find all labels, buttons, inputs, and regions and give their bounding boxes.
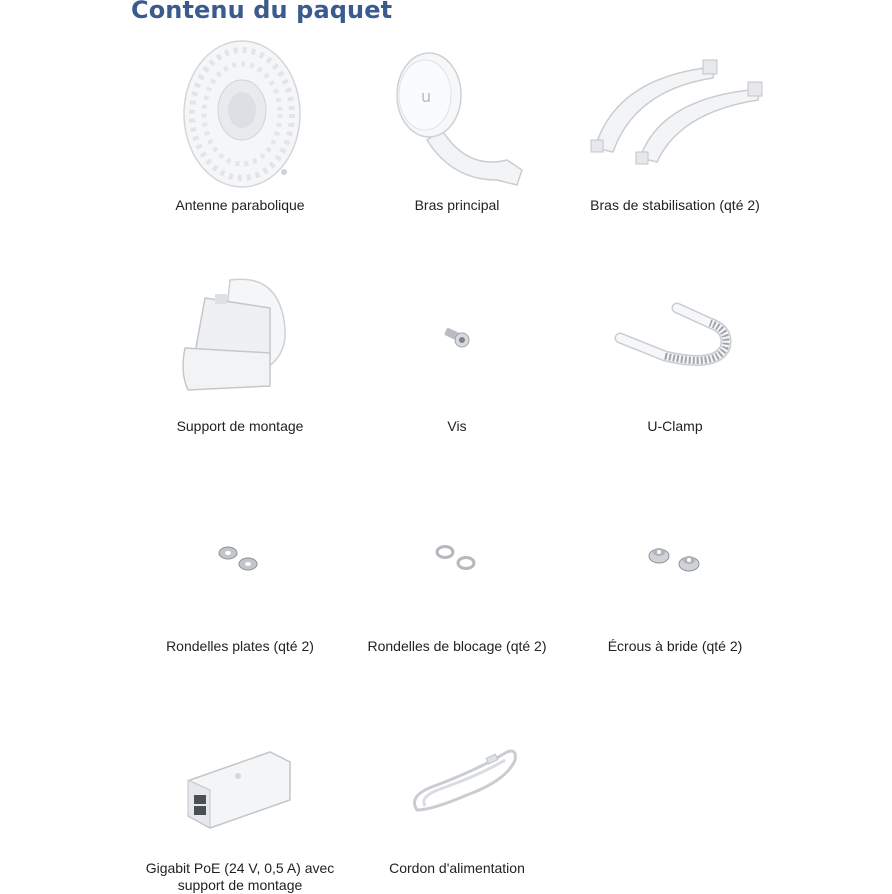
mount-bracket-image: [130, 268, 350, 408]
lock-washers-image: [347, 520, 567, 590]
item-dish: [130, 40, 350, 220]
item-label: Bras de stabilisation (qté 2): [590, 197, 760, 213]
u-clamp-image: [565, 268, 785, 408]
item-label: Support de montage: [176, 418, 304, 434]
item-flat-washers: [130, 520, 350, 670]
item-flange-nuts: [565, 520, 785, 670]
item-label: Rondelles plates (qté 2): [166, 638, 314, 654]
power-cord-image: [347, 740, 567, 830]
poe-adapter-image: [130, 740, 350, 830]
item-lock-washers: [347, 520, 567, 670]
dish-antenna-image: [130, 40, 350, 190]
item-label: Bras principal: [414, 197, 500, 213]
item-screw: [347, 268, 567, 448]
item-mount-bracket: [130, 268, 350, 448]
flange-nuts-image: [565, 520, 785, 590]
item-main-arm: [347, 40, 567, 220]
stabilizer-arms-image: [565, 40, 785, 190]
flat-washers-image: [130, 520, 350, 590]
item-label: Cordon d'alimentation: [389, 860, 525, 876]
svg-text:u: u: [421, 87, 432, 106]
screw-image: [347, 268, 567, 408]
item-label: Gigabit PoE (24 V, 0,5 A) avec support de montage: [145, 860, 335, 893]
item-label: Antenne parabolique: [175, 197, 305, 213]
main-arm-image: [347, 40, 567, 190]
item-label: Rondelles de blocage (qté 2): [367, 638, 547, 654]
item-poe-adapter: [130, 740, 350, 892]
item-label: Écrous à bride (qté 2): [607, 638, 743, 654]
item-stabilizer-arms: [565, 40, 785, 220]
item-label: Vis: [447, 418, 467, 434]
item-label: U-Clamp: [647, 418, 703, 434]
page-title: Contenu du paquet: [131, 0, 393, 24]
item-u-clamp: [565, 268, 785, 448]
item-power-cord: [347, 740, 567, 892]
